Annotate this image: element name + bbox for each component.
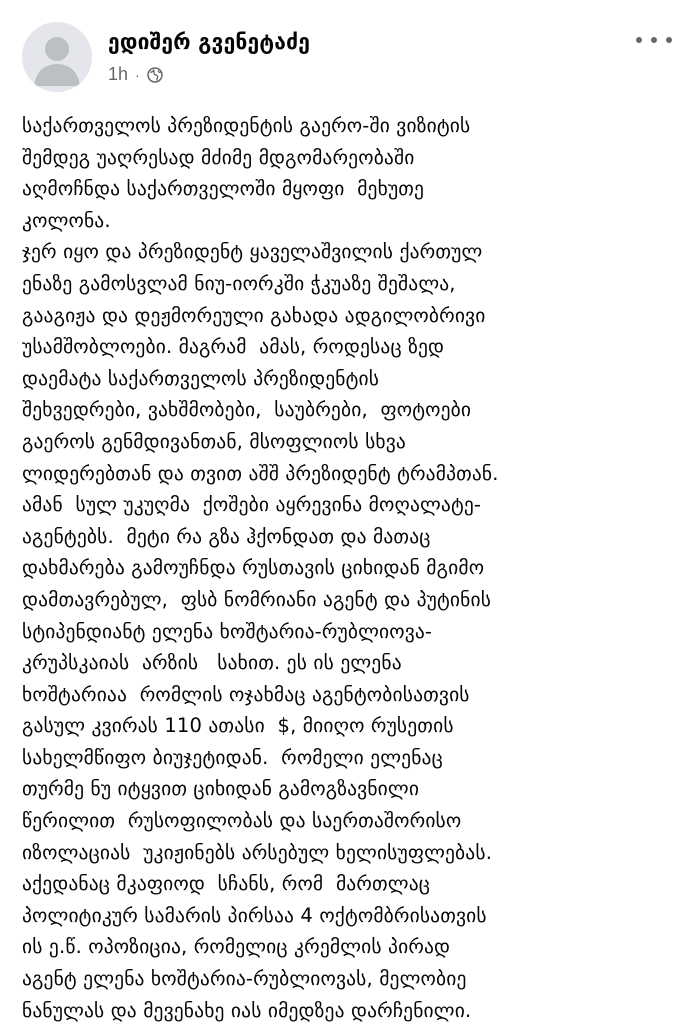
post-text-line: დახმარება გამოუჩნდა რუსთავის ციხიდან მგიმო — [22, 556, 485, 580]
post-text-line: აგენტებს. მეტი რა გზა ჰქონდათ და მათაც — [22, 524, 431, 548]
post-text-line: სახელმწიფო ბიუჯეტიდან. რომელი ელენაც — [22, 745, 443, 769]
post-text-line: ხოშტარიაა რომლის ოჯახმაც აგენტობისათვის — [22, 682, 470, 706]
more-dot — [651, 37, 657, 43]
meta-separator: · — [135, 66, 140, 83]
post-text-line: დამთავრებულ, ფსბ ნომრიანი აგენტ და პუტინის — [22, 587, 492, 611]
post-text-line: წერილით რუსოფილობას და საერთაშორისო — [22, 809, 462, 833]
post-header — [0, 0, 694, 100]
more-dot — [666, 37, 672, 43]
post-text-line: ლიდერებთან და თვით აშშ პრეზიდენტ ტრამპთან. — [22, 461, 499, 485]
post-body — [22, 110, 682, 1026]
post-text-line: ის ე.წ. ოპოზიცია, რომელიც კრემლის პირად — [22, 935, 451, 959]
post-text-line: კრუპსკაიას არზის სახით. ეს ის ელენა — [22, 651, 402, 675]
post-text-line: თურმე ნუ იტყვით ციხიდან გამოგზავნილი — [22, 777, 420, 801]
post-text-line: უსამშობლოები. მაგრამ ამას, როდესაც ზედ — [22, 335, 445, 359]
post-text-line: გასულ კვირას 110 ათასი $, მიიღო რუსეთის — [22, 714, 454, 738]
post-text-line: ნანულას და მევენახე იას იმედზეა დარჩენილი. — [22, 998, 472, 1022]
post-text-line: გააგიჟა და დეჟმორეული გახადა ადგილობრივი — [22, 303, 486, 327]
post-text-line: შეხვედრები, ვახშმობები, საუბრები, ფოტოები — [22, 398, 472, 422]
post-text-line: აქედანაც მკაფიოდ სჩანს, რომ მართლაც — [22, 872, 431, 896]
post-text-line: კოლონა. — [22, 208, 111, 232]
more-options-icon[interactable] — [636, 28, 672, 52]
post-text-line: ჯერ იყო და პრეზიდენტ ყაველაშვილის ქართულ — [22, 240, 483, 264]
post-text-line: აგენტ ელენა ხოშტარია-რუბლიოვას, მელობიე — [22, 967, 467, 991]
globe-icon[interactable] — [147, 67, 163, 83]
post-text-line: გაეროს გენმდივანთან, მსოფლიოს სხვა — [22, 429, 406, 453]
post-text-line: აღმოჩნდა საქართველოში მყოფი მეხუთე — [22, 177, 425, 201]
post-text-line: იზოლაციას უკიჟინებს არსებულ ხელისუფლებას. — [22, 840, 493, 864]
post-text-line: ამან სულ უკუღმა ქოშები აყრევინა მოღალატე- — [22, 493, 482, 517]
post-text-line: ენაზე გამოსვლამ ნიუ-იორკში ჭკუაზე შეშალა, — [22, 271, 456, 295]
post-text-line: საქართველოს პრეზიდენტის გაერო-ში ვიზიტის — [22, 114, 471, 137]
more-dot — [636, 37, 642, 43]
post-text-line: პოლიტიკურ სამარის პირსაა 4 ოქტომბრისათვის — [22, 903, 487, 927]
post-text-line: შემდეგ უაღრესად მძიმე მდგომარეობაში — [22, 145, 415, 169]
avatar[interactable] — [22, 22, 92, 92]
post-text-line: სტიპენდიანტ ელენა ხოშტარია-რუბლიოვა- — [22, 619, 433, 643]
post-meta — [108, 64, 163, 85]
default-avatar-icon — [22, 22, 92, 92]
post-text-line: დაემატა საქართველოს პრეზიდენტის — [22, 366, 380, 390]
post-timestamp[interactable]: 1h — [108, 64, 129, 84]
author-name[interactable]: ედიშერ გვენეტაძე — [108, 30, 311, 54]
